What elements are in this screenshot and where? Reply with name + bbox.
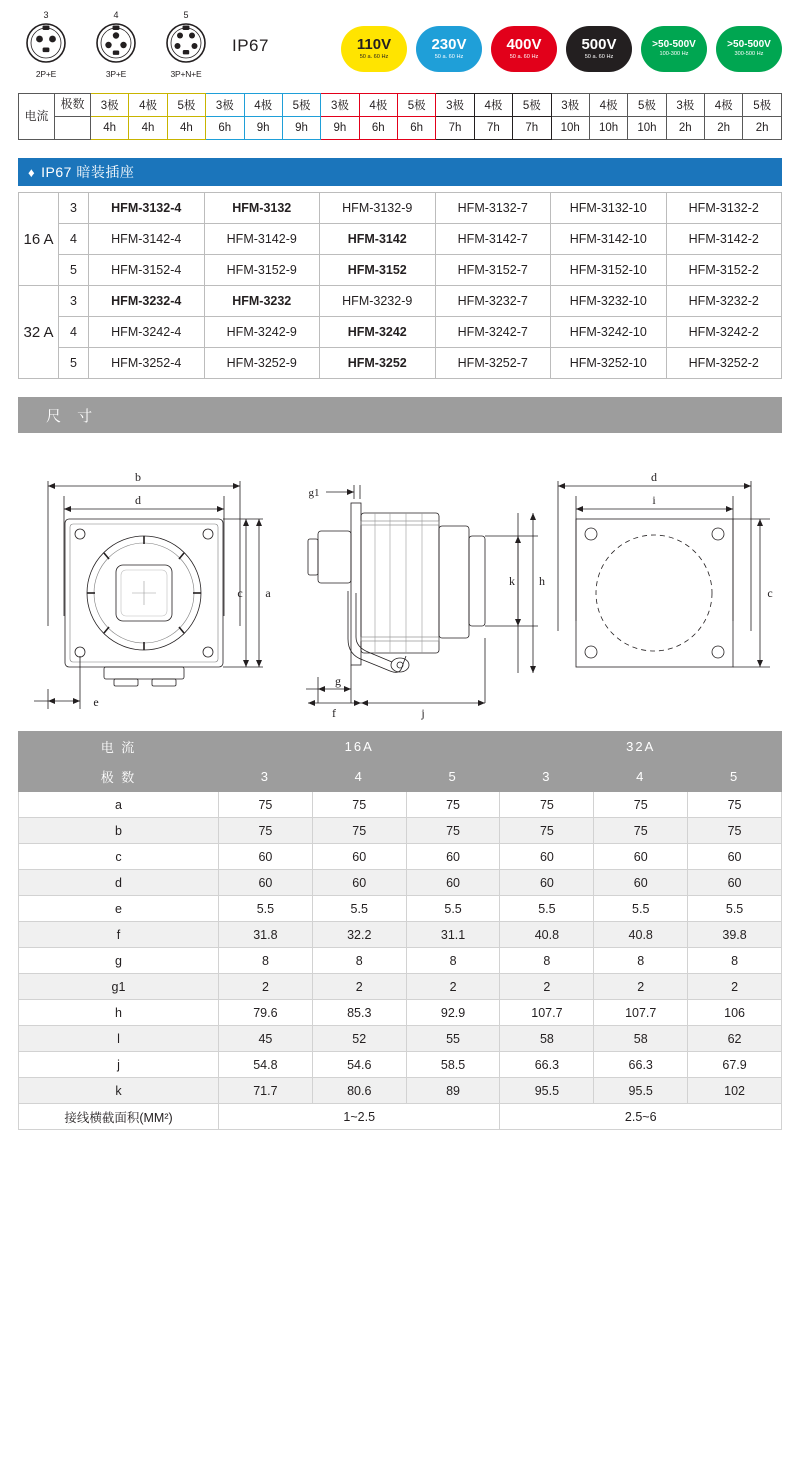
wire-cross-section-label: 接线横截面积(MM²)	[19, 1104, 219, 1130]
svg-text:k: k	[509, 574, 515, 588]
dim-label: d	[19, 870, 219, 896]
cell-pole: 5极	[513, 94, 551, 117]
cell-pole: 4极	[705, 94, 743, 117]
model-cell: HFM-3132-2	[666, 193, 782, 224]
pin-config-label: 3P+E	[105, 69, 127, 79]
cell-clock: 9h	[244, 117, 282, 140]
frequency-value: 300-500 Hz	[734, 51, 764, 58]
dim-label: f	[19, 922, 219, 948]
table-row	[19, 1052, 782, 1078]
dim-value: 60	[594, 844, 688, 870]
dimension-table-wrapper	[18, 731, 782, 1130]
dim-value: 39.8	[688, 922, 782, 948]
dim-value: 79.6	[219, 1000, 313, 1026]
model-cell: HFM-3242	[320, 317, 436, 348]
model-cell: HFM-3252-4	[89, 348, 205, 379]
dim-value: 8	[500, 948, 594, 974]
svg-text:b: b	[135, 470, 141, 484]
dim-label: k	[19, 1078, 219, 1104]
header-current-label: 电 流	[19, 732, 219, 762]
connector-pinout-icon-4pole	[88, 22, 144, 64]
model-cell: HFM-3132-9	[320, 193, 436, 224]
connector-pinout-icon-3pole	[18, 22, 74, 64]
dim-value: 75	[312, 792, 406, 818]
model-cell: HFM-3232	[204, 286, 320, 317]
dim-value: 62	[688, 1026, 782, 1052]
voltage-badge-green-300-500hz	[716, 26, 782, 72]
dim-value: 60	[406, 844, 500, 870]
table-row	[19, 792, 782, 818]
pole-count: 5	[59, 255, 89, 286]
cell-clock: 7h	[513, 117, 551, 140]
table-row	[19, 922, 782, 948]
frequency-value: 50 a. 60 Hz	[509, 53, 539, 60]
table-row	[19, 1000, 782, 1026]
dim-value: 55	[406, 1026, 500, 1052]
cell-clock: 2h	[743, 117, 782, 140]
pole-count: 3	[59, 286, 89, 317]
dim-label: g	[19, 948, 219, 974]
section-header-title: 尺 寸	[46, 407, 99, 425]
technical-drawing-area	[18, 441, 782, 731]
frequency-value: 50 a. 60 Hz	[584, 53, 614, 60]
cell-pole: 3极	[551, 94, 589, 117]
cell-clock: 4h	[129, 117, 167, 140]
frequency-value: 100-300 Hz	[659, 51, 689, 58]
dim-value: 5.5	[594, 896, 688, 922]
cell-clock: 10h	[628, 117, 666, 140]
header-pole: 4	[312, 762, 406, 792]
model-cell: HFM-3242-10	[551, 317, 667, 348]
voltage-badge-400v	[491, 26, 557, 72]
dim-value: 32.2	[312, 922, 406, 948]
table-header-poles	[19, 762, 782, 792]
model-cell: HFM-3232-7	[435, 286, 551, 317]
front-view-drawing	[34, 470, 271, 709]
droplet-icon: ♦	[28, 164, 36, 180]
cell-clock: 4h	[91, 117, 129, 140]
side-view-drawing	[306, 485, 545, 720]
dim-value: 45	[219, 1026, 313, 1052]
cell-pole: 4极	[359, 94, 397, 117]
table-row	[19, 1026, 782, 1052]
pin-config-number: 3	[43, 10, 49, 20]
dim-value: 92.9	[406, 1000, 500, 1026]
pole-clock-table	[18, 93, 782, 140]
dim-value: 60	[688, 870, 782, 896]
table-row-wire-cross-section	[19, 1104, 782, 1130]
dim-value: 75	[500, 818, 594, 844]
cell-pole: 3极	[91, 94, 129, 117]
dim-value: 54.8	[219, 1052, 313, 1078]
dim-value: 5.5	[688, 896, 782, 922]
voltage-badge-green-100-300hz	[641, 26, 707, 72]
pole-count: 4	[59, 317, 89, 348]
current-row-header	[19, 94, 55, 140]
svg-text:g: g	[335, 674, 341, 688]
dim-label: j	[19, 1052, 219, 1078]
voltage-badge-110v	[341, 26, 407, 72]
dim-value: 75	[688, 818, 782, 844]
cell-pole: 3极	[436, 94, 474, 117]
frequency-value: 50 a. 60 Hz	[359, 53, 389, 60]
header-pole: 4	[594, 762, 688, 792]
dim-value: 67.9	[688, 1052, 782, 1078]
model-cell: HFM-3152-4	[89, 255, 205, 286]
cell-clock: 10h	[551, 117, 589, 140]
table-row	[19, 255, 782, 286]
table-row	[19, 844, 782, 870]
model-cell: HFM-3152-7	[435, 255, 551, 286]
model-cell: HFM-3132-10	[551, 193, 667, 224]
dim-value: 54.6	[312, 1052, 406, 1078]
pin-config-2pe	[18, 10, 74, 79]
top-configuration-row	[0, 0, 800, 79]
dim-value: 60	[312, 870, 406, 896]
model-cell: HFM-3132-7	[435, 193, 551, 224]
dim-value: 8	[312, 948, 406, 974]
dim-value: 2	[312, 974, 406, 1000]
dim-value: 75	[688, 792, 782, 818]
cell-clock: 2h	[705, 117, 743, 140]
model-cell: HFM-3232-2	[666, 286, 782, 317]
header-current-32a: 32A	[500, 732, 782, 762]
dim-value: 31.8	[219, 922, 313, 948]
cell-clock: 10h	[589, 117, 627, 140]
dim-value: 5.5	[500, 896, 594, 922]
pin-config-3pne	[158, 10, 214, 79]
svg-text:i: i	[652, 493, 656, 507]
model-cell: HFM-3142-4	[89, 224, 205, 255]
dim-value: 8	[219, 948, 313, 974]
dim-value: 60	[500, 844, 594, 870]
model-cell: HFM-3142-2	[666, 224, 782, 255]
svg-text:h: h	[539, 574, 545, 588]
voltage-badge-group	[341, 26, 782, 72]
svg-text:a: a	[265, 586, 271, 600]
table-row	[19, 818, 782, 844]
pole-count: 5	[59, 348, 89, 379]
pin-config-label: 2P+E	[35, 69, 57, 79]
table-row	[19, 286, 782, 317]
dim-value: 52	[312, 1026, 406, 1052]
header-current-16a: 16A	[219, 732, 500, 762]
dim-value: 75	[312, 818, 406, 844]
model-cell: HFM-3142	[320, 224, 436, 255]
wire-cross-section-32a: 2.5~6	[500, 1104, 782, 1130]
cell-clock: 9h	[282, 117, 320, 140]
dimension-table	[18, 731, 782, 1130]
dim-value: 5.5	[406, 896, 500, 922]
model-cell: HFM-3252	[320, 348, 436, 379]
dim-value: 71.7	[219, 1078, 313, 1104]
dim-value: 60	[688, 844, 782, 870]
svg-text:j: j	[421, 706, 425, 720]
dim-value: 80.6	[312, 1078, 406, 1104]
pole-count: 3	[59, 193, 89, 224]
cell-pole: 4极	[244, 94, 282, 117]
pin-config-label: 3P+N+E	[170, 69, 202, 79]
dim-value: 60	[219, 870, 313, 896]
dim-value: 58	[594, 1026, 688, 1052]
svg-text:f: f	[332, 706, 336, 720]
amp-rating-16a: 16 A	[19, 193, 59, 286]
model-cell: HFM-3232-4	[89, 286, 205, 317]
table-row	[19, 870, 782, 896]
model-cell: HFM-3252-2	[666, 348, 782, 379]
dim-label: c	[19, 844, 219, 870]
rear-view-drawing	[558, 470, 773, 667]
dim-value: 75	[594, 818, 688, 844]
voltage-value: 400V	[506, 36, 542, 54]
pole-count: 4	[59, 224, 89, 255]
model-cell: HFM-3142-10	[551, 224, 667, 255]
dim-value: 85.3	[312, 1000, 406, 1026]
dim-label: b	[19, 818, 219, 844]
ip-rating-label: IP67	[232, 36, 269, 55]
wire-cross-section-16a: 1~2.5	[219, 1104, 500, 1130]
voltage-badge-500v	[566, 26, 632, 72]
dim-label: l	[19, 1026, 219, 1052]
dim-value: 2	[219, 974, 313, 1000]
dim-value: 60	[312, 844, 406, 870]
pin-config-number: 5	[183, 10, 189, 20]
model-cell: HFM-3152-9	[204, 255, 320, 286]
header-pole: 3	[219, 762, 313, 792]
section-header-title: IP67 暗装插座	[41, 164, 135, 180]
model-number-table	[18, 192, 782, 379]
amp-rating-32a: 32 A	[19, 286, 59, 379]
dim-value: 75	[406, 792, 500, 818]
model-table-wrapper	[18, 192, 782, 379]
svg-text:e: e	[93, 695, 99, 709]
svg-text:c: c	[237, 586, 243, 600]
dim-label: h	[19, 1000, 219, 1026]
poles-row-header	[55, 94, 91, 117]
dim-value: 2	[500, 974, 594, 1000]
cell-clock: 2h	[666, 117, 704, 140]
cell-pole: 3极	[206, 94, 244, 117]
dim-value: 8	[594, 948, 688, 974]
poles-row-header-text: 极数	[60, 97, 85, 112]
dim-value: 95.5	[594, 1078, 688, 1104]
pole-clock-table-wrapper	[18, 93, 782, 140]
dim-value: 40.8	[594, 922, 688, 948]
model-cell: HFM-3242-4	[89, 317, 205, 348]
model-cell: HFM-3252-10	[551, 348, 667, 379]
model-cell: HFM-3152	[320, 255, 436, 286]
pin-config-group	[18, 10, 214, 79]
dim-value: 66.3	[594, 1052, 688, 1078]
dim-value: 60	[500, 870, 594, 896]
header-pole: 3	[500, 762, 594, 792]
cell-pole: 3极	[321, 94, 359, 117]
connector-pinout-icon-5pole	[158, 22, 214, 64]
section-header-dimensions	[18, 397, 782, 433]
model-cell: HFM-3142-7	[435, 224, 551, 255]
cell-pole: 4极	[129, 94, 167, 117]
table-row-poles	[19, 94, 782, 117]
section-header-ip67-socket	[18, 158, 782, 186]
cell-pole: 5极	[167, 94, 205, 117]
dim-value: 2	[406, 974, 500, 1000]
current-row-header-text: 电流	[24, 108, 49, 123]
table-row	[19, 1078, 782, 1104]
cell-clock: 6h	[206, 117, 244, 140]
cell-clock: 4h	[167, 117, 205, 140]
poles-row-header-2	[55, 117, 91, 140]
pin-config-3pe	[88, 10, 144, 79]
dim-value: 107.7	[500, 1000, 594, 1026]
table-header-current	[19, 732, 782, 762]
dim-value: 60	[219, 844, 313, 870]
dim-label: a	[19, 792, 219, 818]
dim-value: 66.3	[500, 1052, 594, 1078]
table-row	[19, 224, 782, 255]
model-cell: HFM-3232-10	[551, 286, 667, 317]
dim-value: 75	[594, 792, 688, 818]
cell-pole: 3极	[666, 94, 704, 117]
table-row	[19, 948, 782, 974]
table-row	[19, 974, 782, 1000]
table-row-clock-positions	[19, 117, 782, 140]
model-cell: HFM-3132	[204, 193, 320, 224]
dim-value: 40.8	[500, 922, 594, 948]
table-row	[19, 193, 782, 224]
voltage-value: >50-500V	[652, 38, 696, 50]
dim-value: 8	[688, 948, 782, 974]
header-pole: 5	[406, 762, 500, 792]
model-cell: HFM-3242-2	[666, 317, 782, 348]
cell-pole: 5极	[398, 94, 436, 117]
cell-pole: 5极	[743, 94, 782, 117]
dim-value: 60	[406, 870, 500, 896]
dim-value: 2	[688, 974, 782, 1000]
model-cell: HFM-3132-4	[89, 193, 205, 224]
cell-pole: 5极	[628, 94, 666, 117]
cell-pole: 4极	[474, 94, 512, 117]
dim-value: 89	[406, 1078, 500, 1104]
cell-clock: 6h	[359, 117, 397, 140]
voltage-value: >50-500V	[727, 38, 771, 50]
cell-pole: 5极	[282, 94, 320, 117]
svg-text:d: d	[651, 470, 657, 484]
table-row	[19, 348, 782, 379]
header-pole: 5	[688, 762, 782, 792]
model-cell: HFM-3152-2	[666, 255, 782, 286]
dim-label: e	[19, 896, 219, 922]
dim-value: 75	[406, 818, 500, 844]
cell-clock: 6h	[398, 117, 436, 140]
voltage-badge-230v	[416, 26, 482, 72]
dim-value: 102	[688, 1078, 782, 1104]
dim-value: 75	[500, 792, 594, 818]
voltage-value: 500V	[581, 36, 617, 54]
dim-value: 106	[688, 1000, 782, 1026]
model-cell: HFM-3252-7	[435, 348, 551, 379]
svg-text:g1: g1	[308, 487, 320, 499]
table-row	[19, 317, 782, 348]
model-cell: HFM-3152-10	[551, 255, 667, 286]
table-row	[19, 896, 782, 922]
svg-text:d: d	[135, 493, 141, 507]
dim-value: 75	[219, 818, 313, 844]
cell-clock: 7h	[474, 117, 512, 140]
voltage-value: 230V	[431, 36, 467, 54]
dim-value: 75	[219, 792, 313, 818]
dim-value: 58.5	[406, 1052, 500, 1078]
dim-label: g1	[19, 974, 219, 1000]
dimension-drawings	[18, 441, 782, 731]
model-cell: HFM-3232-9	[320, 286, 436, 317]
dim-value: 95.5	[500, 1078, 594, 1104]
dim-value: 2	[594, 974, 688, 1000]
dim-value: 5.5	[219, 896, 313, 922]
model-cell: HFM-3252-9	[204, 348, 320, 379]
frequency-value: 50 a. 60 Hz	[434, 53, 464, 60]
cell-pole: 4极	[589, 94, 627, 117]
model-cell: HFM-3242-9	[204, 317, 320, 348]
dim-value: 60	[594, 870, 688, 896]
dim-value: 58	[500, 1026, 594, 1052]
voltage-value: 110V	[356, 36, 392, 54]
dim-value: 5.5	[312, 896, 406, 922]
cell-clock: 9h	[321, 117, 359, 140]
dim-value: 107.7	[594, 1000, 688, 1026]
model-cell: HFM-3242-7	[435, 317, 551, 348]
dim-value: 31.1	[406, 922, 500, 948]
pin-config-number: 4	[113, 10, 119, 20]
dim-value: 8	[406, 948, 500, 974]
model-cell: HFM-3142-9	[204, 224, 320, 255]
cell-clock: 7h	[436, 117, 474, 140]
header-poles-label: 极 数	[19, 762, 219, 792]
svg-text:c: c	[767, 586, 773, 600]
